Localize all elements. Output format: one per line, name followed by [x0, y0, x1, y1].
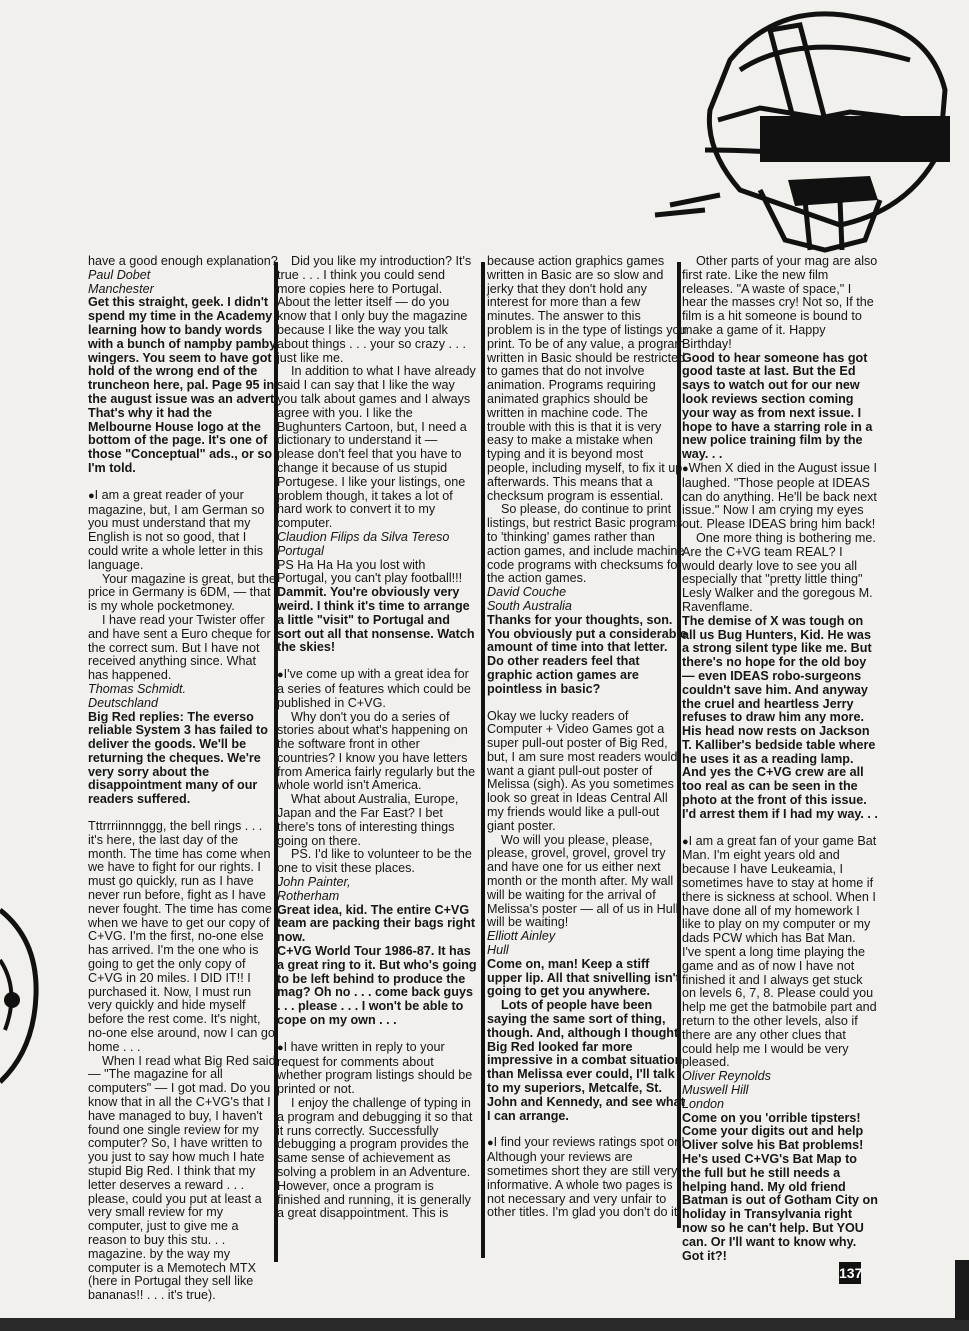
editor-reply: Come on, man! Keep a stiff upper lip. All that snivelling isn't going to get you anywhere.	[487, 956, 680, 999]
letter-signature: Oliver Reynolds	[682, 1069, 771, 1084]
editor-reply: Lots of people have been saying the same sort of thing, though. And, although I thought Big Red looked far more impressive in a combat situation than Melissa ever could, I'll talk to my superiors, Metcalfe, St. John and Kennedy, and see what I can arrange.	[487, 998, 685, 1123]
letter-text: I have read your Twister offer and have sent a Euro cheque for the correct sum. But I have not received anything since. What has happened.	[88, 612, 271, 683]
letter-location: London	[682, 1096, 725, 1111]
letter-text: Okay we lucky readers of Computer + Video Games got a super pull-out poster of Big Red, but, I am sure most readers would want a giant pull-out poster of Melissa (sigh). As you sometimes look so great in Ideas Central All my friends would like a pull-out giant poster.	[487, 708, 678, 833]
editor-reply: C+VG World Tour 1986-87. It has a great ring to it. But who's going to be left behind to produce the mag? Oh no . . . come back guys . . . please . . . I won't be able to cope on my own . . .	[277, 944, 477, 1028]
letter-location: Rotherham	[277, 888, 340, 903]
letter-location: South Australia	[487, 598, 572, 613]
letter-location: Deutschland	[88, 695, 159, 710]
editor-reply: Get this straight, geek. I didn't spend my time in the Academy learning how to bandy words with a bunch of nampby pamby wingers. You seem to have got hold of the wrong end of the truncheon here, pal. Page 95 in the august issue was an advert. That's why it had the Melbourne House logo at the bottom of the page. It's one of those "Conceptual" ads., or so I'm told.	[88, 295, 278, 475]
letter-text: ● I am a great reader of your magazine, but, I am German so you must understand that my English is not so good, that I could write a whole letter in this language.	[88, 489, 278, 573]
letter-signature: David Couche	[487, 585, 567, 600]
letter-text: have a good enough explanation?	[88, 254, 278, 268]
letter-text: When I read what Big Red said — "The magazine for all computers" — I got mad. Do you know that in all the C+VG's that I have managed to buy, I haven't found one single review for my computer? So, I have written to you just to say how much I hate stupid Big Red. I think that my letter deserves a reward . . . please, could you put at least a very small review for my computer, just to give me a reason to buy this stu. . . magazine. by the way my computer is a Memotech MTX (here in Portugal they sell like bananas!! . . . it's true).	[88, 1053, 276, 1303]
letter-text: Did you like my introduction? It's true . . . I think you could send more copies here to Portugal. About the letter itself — do you know that I only buy the magazine because I like the way you talk about things . . . your so crazy . . . just like me.	[277, 254, 472, 365]
editor-reply: The demise of X was tough on all us Bug Hunters, Kid. He was a strong silent type like me. But there's no hope for the old boy — even IDEAS robo-surgeons couldn't save him. And anyway the cruel and heartless Jerry refuses to draw him any more. His head now rests on Jackson T. Kalliber's bedside table where he uses it as a reading lamp. And yes the C+VG crew are all too real as can be seen in the photo at the front of this issue. I'd arrest them if I had my way. . .	[682, 613, 878, 821]
letter-signature: Claudion Filips da Silva Tereso	[277, 529, 450, 544]
letter-text: ● I've come up with a great idea for a series of features which could be published in C+VG.	[277, 668, 477, 710]
letter-location: Portugal	[277, 543, 324, 558]
editor-reply: Thanks for your thoughts, son. You obviously put a considerable amount of time into that letter. Do other readers feel that graphic action games are pointless in basic?	[487, 612, 687, 696]
letter-text: ● When X died in the August issue I laughed. "Those people at IDEAS can do anything. He'll be back next issue." Now I am crying my eyes out. Please IDEAS bring him back!	[682, 462, 878, 532]
column-2	[277, 255, 477, 1221]
column-rule	[481, 262, 485, 1258]
letter-location: Manchester	[88, 281, 154, 296]
editor-reply: Good to hear someone has got good taste at last. But the Ed says to watch out for our new look reviews section coming your way as from next issue. I hope to have a starring role in a new police training film by the way. . .	[682, 350, 873, 462]
letter-text: ● I have written in reply to your request for comments about whether program listings should be printed or not.	[277, 1041, 477, 1097]
editor-reply: Come on you 'orrible tipsters! Come your digits out and help Oliver solve his Bat problems! He's used C+VG's Bat Map to the full but he still needs a helping hand. My old friend Batman is out of Gotham City on holiday in Transylvania right now so he can't help. But YOU can. Or I'll want to know why. Got it?!	[682, 1110, 878, 1263]
letter-text: Why don't you do a series of stories about what's happening on the software front in other countries? I know you have letters from America fairly regularly but the whole world isn't America.	[277, 709, 476, 793]
letter-signature: Thomas Schmidt.	[88, 681, 186, 696]
editor-reply: Big Red replies: The everso reliable System 3 has failed to deliver the goods. We'll be returning the cheques. We're very sorry about the disappointment many of our readers suffered.	[88, 709, 268, 807]
letter-text: ● I am a great fan of your game Bat Man. I'm eight years old and because I have Leukeamia, I sometimes have to stay at home if there is sickness at school. When I have done all of my homework I like to play on my computer or my dads PCW which has Bat Man. I've spent a long time playing the game and as of now I have not finished it and I always get stuck on levels 6, 7, 8. Please could you help me get the batmobile part and return to the other levels, also if there are any other clues that could help me I would be very pleased.	[682, 835, 878, 1071]
letter-text: One more thing is bothering me. Are the C+VG team REAL? I would dearly love to see you all especially that "pretty little thing" Lesly Walker and the goregous M. Ravenflame.	[682, 530, 876, 614]
letter-text: Other parts of your mag are also first rate. Like the new film releases. "A waste of space," I hear the masses cry! Not so, If the film is a hit someone is bound to make a game of it. Happy Birthday!	[682, 254, 878, 351]
page-edge-shadow	[0, 1318, 969, 1331]
letter-text: Your magazine is great, but the price in Germany is 6DM, — that is my whole pocketmoney.	[88, 571, 276, 614]
letter-text: Tttrrriinnnggg, the bell rings . . . it's here, the last day of the month. The time has come when we have to fight for our rights. I must go quickly, run as I have never run before, fight as I have never fought. The time has come when we have to get our copy of C+VG. I'm the first, no-one else has arrived. I'm the one who is going to get the only copy of C+VG in 20 miles. I DID IT!! I purchased it. Now, I must run very quickly and hide myself before the rest come. It's night, no-one else around, now I can go home . . .	[88, 819, 275, 1054]
column-4	[682, 255, 878, 1263]
cartoon-fragment-illustration	[0, 900, 40, 1090]
letter-text: because action graphics games written in Basic are so slow and jerky that they don't hold any interest for more than a few minutes. The answer to this problem is in the type of listings you print. To be of any value, a program written in Basic should be restricted to games that do not involve animation. Programs requiring animated graphics should be written in machine code. The trouble with this is that it is very easy to make a mistake when typing and it is beyond most people, including myself, to fix it up afterwards. This means that a checksum program is essential.	[487, 254, 687, 503]
letter-location: Hull	[487, 943, 509, 958]
robot-helmet-illustration	[610, 0, 969, 260]
letter-signature: Paul Dobet	[88, 267, 151, 282]
column-1	[88, 255, 278, 1303]
page-edge-shadow	[955, 1260, 969, 1320]
letter-text: Wo will you please, please, please, grovel, grovel, grovel try and have one for us either next month or the month after. My wall will be waiting for the arrival of Melissa's poster — all of us in Hull will be waiting!	[487, 832, 679, 930]
letter-location: Muswell Hill	[682, 1083, 749, 1098]
letter-text: PS. I'd like to volunteer to be the one to visit these places.	[277, 847, 472, 876]
letter-text: So please, do continue to print listings, but restrict Basic programs to 'thinking' games rather than action games, and include machine code programs with checksums for the action games.	[487, 502, 685, 586]
letter-text: I enjoy the challenge of typing in a program and debugging it so that it runs correctly. Successfully debugging a program provides the same sense of achievement as solving a problem in an Adventure. However, once a program is finished and running, it is generally a great disappointment. This is	[277, 1096, 473, 1221]
letter-text: In addition to what I have already said I can say that I like the way you talk about games and I always agree with you. I like the Bughunters Cartoon, but, I need a dictionary to understand it — please don't feel that you have to change it because of us stupid Portugese. I like your listings, one problem though, it takes a lot of hard work to convert it to my computer.	[277, 364, 476, 531]
editor-reply: Dammit. You're obviously very weird. I think it's time to arrange a little "visit" to Portugal and sort out all that nonsense. Watch the skies!	[277, 585, 475, 655]
letter-signature: Elliott Ainley	[487, 929, 556, 944]
page-number: 137	[839, 1262, 861, 1284]
letter-text: PS Ha Ha Ha you lost with Portugal, you can't play football!!!	[277, 557, 463, 586]
letter-text: What about Australia, Europe, Japan and the Far East? I bet there's tons of interesting things going on there.	[277, 792, 459, 848]
letter-signature: John Painter,	[277, 875, 351, 890]
column-3	[487, 255, 687, 1220]
letter-text: ● I find your reviews ratings spot on! Although your reviews are sometimes short they are still very informative. A whole two pages is not necessary and very unfair to other titles. I'm glad you don't do it.	[487, 1136, 687, 1220]
editor-reply: Great idea, kid. The entire C+VG team are packing their bags right now.	[277, 902, 476, 945]
